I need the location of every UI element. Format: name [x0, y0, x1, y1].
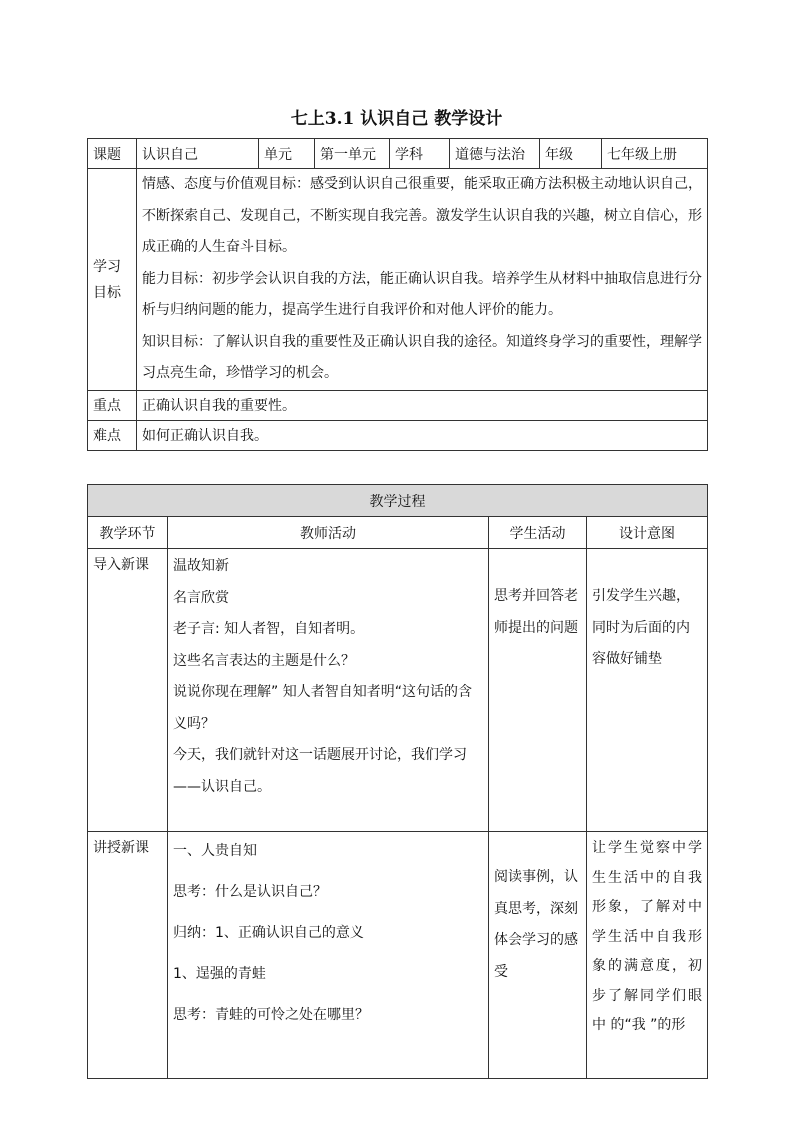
unit-value: 第一单元: [315, 139, 390, 169]
teacher-line: 名言欣赏: [173, 589, 229, 606]
process-row-intro: [88, 549, 708, 832]
teacher-line: 说说你现在理解” 知人者智自知者明“这句话的含义吗？: [173, 684, 472, 732]
stage-cell: 讲授新课: [88, 832, 168, 1079]
col-teacher: 教师活动: [168, 517, 489, 549]
teacher-line: 1、逞强的青蛙: [173, 966, 266, 982]
design-intent-text: 引发学生兴趣，同时为后面的内容做好铺垫: [592, 588, 690, 667]
teaching-process-table: [87, 484, 708, 1079]
key-point-row: [88, 390, 708, 420]
teacher-activity-cell: [168, 549, 489, 832]
teacher-line: 思考：青蛙的可怜之处在哪里？: [173, 1007, 369, 1023]
goals-label-line1: 学习: [93, 259, 121, 276]
goals-row: [88, 169, 708, 391]
process-header-row: [88, 485, 708, 517]
grade-value: 七年级上册: [602, 139, 708, 169]
process-row-new-lesson: [88, 832, 708, 1079]
goals-content: [137, 169, 708, 391]
stage-cell: 导入新课: [88, 549, 168, 832]
key-value: 正确认识自我的重要性。: [137, 390, 708, 420]
subject-value: 道德与法治: [450, 139, 540, 169]
teacher-line: 老子言: 知人者智，自知者明。: [173, 621, 365, 637]
goals-label-line2: 目标: [93, 285, 121, 302]
subject-label: 学科: [390, 139, 450, 169]
topic-label: 课题: [88, 139, 137, 169]
col-student: 学生活动: [489, 517, 587, 549]
student-activity-cell: [489, 549, 587, 832]
student-activity-text: 思考并回答老师提出的问题: [494, 588, 578, 636]
goals-label: [88, 169, 137, 391]
process-columns-row: [88, 517, 708, 549]
goal-emotion: 情感、态度与价值观目标：感受到认识自己很重要，能采取正确方法积极主动地认识自己，不断探索自己、发现自己，不断实现自我完善。激发学生认识自我的兴趣，树立自信心，形成正确的人生奋斗目标。: [142, 176, 702, 255]
difficult-value: 如何正确认识自我。: [137, 420, 708, 450]
teacher-line: 今天，我们就针对这一话题展开讨论，我们学习——认识自己。: [173, 747, 467, 795]
student-activity-cell: [489, 832, 587, 1079]
teacher-line: 这些名言表达的主题是什么？: [173, 652, 355, 669]
teacher-activity-cell: [168, 832, 489, 1079]
process-header: 教学过程: [88, 485, 708, 517]
info-row: [88, 139, 708, 169]
design-intent-cell: [587, 549, 708, 832]
goal-ability: 能力目标：初步学会认识自我的方法，能正确认识自我。培养学生从材料中抽取信息进行分析与归纳问题的能力，提高学生进行自我评价和对他人评价的能力。: [142, 270, 702, 318]
topic-value: 认识自己: [137, 139, 259, 169]
teacher-line: 归纳：1、正确认识自己的意义: [173, 925, 364, 941]
goal-knowledge: 知识目标：了解认识自我的重要性及正确认识自我的途径。知道终身学习的重要性，理解学习点亮生命，珍惜学习的机会。: [142, 333, 702, 381]
document-title: 七上3.1 认识自己 教学设计: [290, 109, 503, 129]
key-label: 重点: [88, 390, 137, 420]
unit-label: 单元: [259, 139, 315, 169]
teacher-line: 温故知新: [173, 558, 229, 574]
lesson-info-table: [87, 138, 708, 451]
design-intent-cell: 让学生觉察中学生生活中的自我形象，了解对中学生活中自我形象的满意度，初步了解同学们眼中 的“我 ”的形: [587, 832, 708, 1079]
difficult-point-row: [88, 420, 708, 450]
teacher-line: 思考：什么是认识自己？: [173, 884, 327, 900]
difficult-label: 难点: [88, 420, 137, 450]
col-stage: 教学环节: [88, 517, 168, 549]
teacher-line: 一、人贵自知: [173, 843, 257, 859]
grade-label: 年级: [540, 139, 602, 169]
student-activity-text: 阅读事例，认真思考，深刻体会学习的感受: [494, 869, 578, 980]
col-intent: 设计意图: [587, 517, 708, 549]
